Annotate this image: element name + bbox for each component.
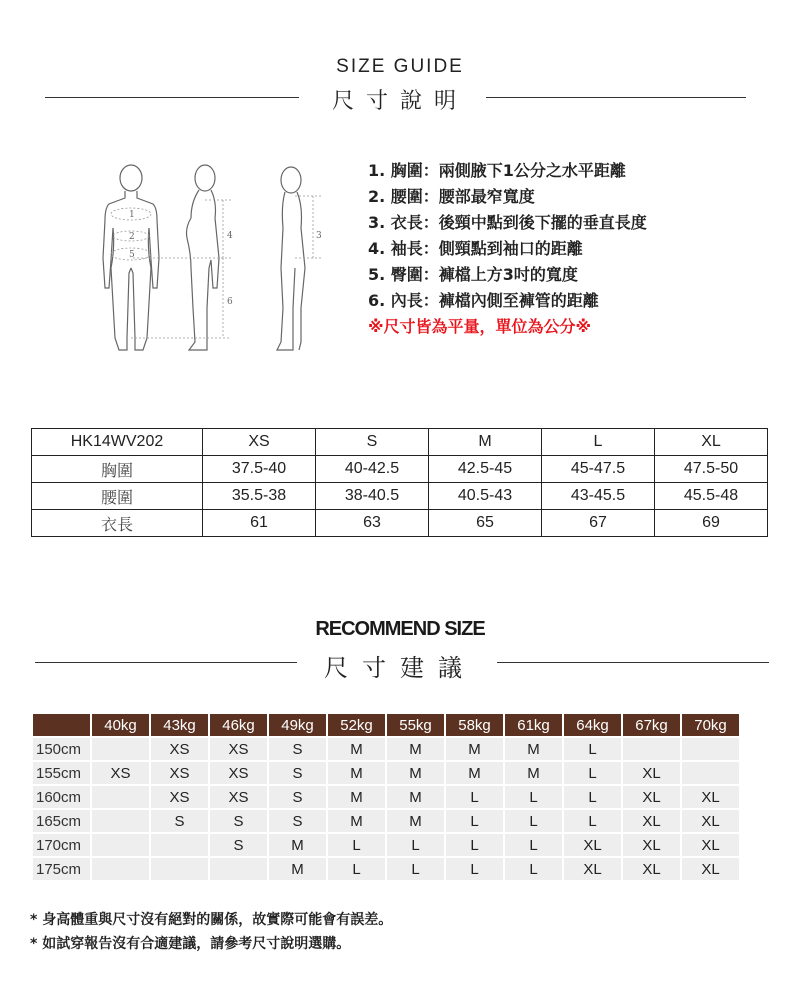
figure-label-2: 2: [129, 232, 135, 242]
table-cell: 69: [655, 510, 768, 537]
size-cell: L: [446, 810, 503, 832]
weight-header: 67kg: [623, 714, 680, 736]
size-guide-subtitle: 尺寸說明: [331, 89, 468, 114]
table-row: [33, 810, 739, 832]
side-figure-illustration: [187, 165, 220, 350]
table-row: [33, 786, 739, 808]
row-label: 腰圍: [32, 483, 203, 510]
row-label: 衣長: [32, 510, 203, 537]
size-col-xl: XL: [655, 429, 768, 456]
size-cell: M: [328, 738, 385, 760]
size-cell: [151, 834, 208, 856]
size-cell: L: [505, 834, 562, 856]
size-cell: L: [564, 762, 621, 784]
instruction-hip: 5. 臀圍：褲檔上方3吋的寬度: [368, 265, 578, 284]
size-cell: XS: [92, 762, 149, 784]
height-label: 150cm: [33, 738, 90, 760]
size-cell: M: [269, 834, 326, 856]
table-cell: 67: [542, 510, 655, 537]
size-cell: XS: [151, 738, 208, 760]
weight-header: 52kg: [328, 714, 385, 736]
size-cell: L: [328, 858, 385, 880]
size-cell: L: [505, 810, 562, 832]
size-cell: XL: [682, 786, 739, 808]
measurement-instructions: [368, 158, 647, 340]
back-figure-illustration: [277, 167, 305, 350]
size-cell: M: [328, 810, 385, 832]
recommend-size-subtitle: 尺寸建議: [324, 654, 476, 682]
weight-header: 46kg: [210, 714, 267, 736]
size-cell: XL: [682, 834, 739, 856]
size-cell: [682, 762, 739, 784]
weight-header: 40kg: [92, 714, 149, 736]
table-row: [33, 834, 739, 856]
weight-header: 58kg: [446, 714, 503, 736]
size-cell: XS: [151, 786, 208, 808]
table-cell: 61: [203, 510, 316, 537]
size-cell: L: [446, 858, 503, 880]
table-row: [33, 858, 739, 880]
size-col-m: M: [429, 429, 542, 456]
size-cell: XL: [564, 858, 621, 880]
figure-label-6: 6: [227, 297, 233, 307]
size-cell: S: [210, 834, 267, 856]
size-cell: XL: [623, 858, 680, 880]
size-cell: S: [210, 810, 267, 832]
size-cell: XS: [151, 762, 208, 784]
size-table-header: [32, 429, 768, 456]
table-cell: 42.5-45: [429, 456, 542, 483]
table-cell: 63: [316, 510, 429, 537]
weight-header: 55kg: [387, 714, 444, 736]
table-row: [33, 738, 739, 760]
size-cell: M: [505, 762, 562, 784]
recommend-size-title: RECOMMEND SIZE: [315, 618, 485, 640]
size-cell: L: [387, 858, 444, 880]
footnotes: [30, 908, 392, 956]
divider-right: [497, 662, 769, 663]
size-cell: [92, 858, 149, 880]
size-cell: XS: [210, 762, 267, 784]
size-cell: [92, 786, 149, 808]
size-cell: XL: [623, 834, 680, 856]
table-cell: 37.5-40: [203, 456, 316, 483]
size-cell: [92, 810, 149, 832]
body-measurement-diagram: [95, 158, 345, 358]
size-cell: [682, 738, 739, 760]
size-col-s: S: [316, 429, 429, 456]
size-cell: M: [446, 738, 503, 760]
size-cell: L: [505, 858, 562, 880]
size-cell: S: [151, 810, 208, 832]
height-label: 165cm: [33, 810, 90, 832]
figure-label-3: 3: [316, 231, 322, 241]
instruction-sleeve: 4. 袖長：側頸點到袖口的距離: [368, 239, 583, 258]
size-cell: XS: [210, 786, 267, 808]
weight-header: 61kg: [505, 714, 562, 736]
size-cell: M: [387, 786, 444, 808]
size-guide-title: SIZE GUIDE: [336, 56, 464, 77]
size-cell: S: [269, 762, 326, 784]
size-cell: L: [505, 786, 562, 808]
header-corner: [33, 714, 90, 736]
size-cell: M: [446, 762, 503, 784]
size-cell: L: [446, 786, 503, 808]
product-code: HK14WV202: [32, 429, 203, 456]
size-cell: S: [269, 810, 326, 832]
size-cell: L: [387, 834, 444, 856]
table-cell: 45-47.5: [542, 456, 655, 483]
size-cell: M: [328, 762, 385, 784]
figure-label-1: 1: [129, 210, 135, 220]
size-col-l: L: [542, 429, 655, 456]
instruction-inseam: 6. 內長：褲檔內側至褲管的距離: [368, 291, 599, 310]
size-cell: M: [387, 810, 444, 832]
size-cell: XL: [623, 762, 680, 784]
size-cell: M: [387, 762, 444, 784]
size-col-xs: XS: [203, 429, 316, 456]
table-row: [32, 510, 768, 537]
size-cell: [623, 738, 680, 760]
table-row: [32, 483, 768, 510]
table-cell: 35.5-38: [203, 483, 316, 510]
height-label: 175cm: [33, 858, 90, 880]
weight-header-row: [33, 714, 739, 736]
size-cell: M: [269, 858, 326, 880]
size-cell: XL: [623, 810, 680, 832]
instruction-length: 3. 衣長：後頸中點到後下擺的垂直長度: [368, 213, 647, 232]
weight-header: 70kg: [682, 714, 739, 736]
size-cell: XL: [682, 858, 739, 880]
instruction-waist: 2. 腰圍：腰部最窄寬度: [368, 187, 535, 206]
table-cell: 45.5-48: [655, 483, 768, 510]
weight-header: 49kg: [269, 714, 326, 736]
size-cell: XL: [682, 810, 739, 832]
height-label: 155cm: [33, 762, 90, 784]
size-cell: M: [387, 738, 444, 760]
size-cell: [151, 858, 208, 880]
figure-label-4: 4: [227, 231, 233, 241]
size-table: [31, 428, 768, 537]
size-cell: L: [564, 738, 621, 760]
size-cell: L: [328, 834, 385, 856]
figure-label-5: 5: [129, 250, 135, 260]
table-cell: 65: [429, 510, 542, 537]
size-cell: L: [446, 834, 503, 856]
size-cell: S: [269, 738, 326, 760]
footnote-disclaimer: * 身高體重與尺寸沒有絕對的關係，故實際可能會有誤差。: [30, 912, 393, 928]
size-cell: L: [564, 786, 621, 808]
size-cell: XS: [210, 738, 267, 760]
footnote-reference: * 如試穿報告沒有合適建議，請參考尺寸說明選購。: [30, 936, 351, 952]
size-cell: XL: [623, 786, 680, 808]
table-cell: 47.5-50: [655, 456, 768, 483]
table-row: [33, 762, 739, 784]
size-cell: M: [328, 786, 385, 808]
row-label: 胸圍: [32, 456, 203, 483]
weight-header: 43kg: [151, 714, 208, 736]
size-cell: [92, 834, 149, 856]
size-cell: M: [505, 738, 562, 760]
instruction-chest: 1. 胸圍：兩側腋下1公分之水平距離: [368, 161, 626, 180]
table-cell: 43-45.5: [542, 483, 655, 510]
weight-header: 64kg: [564, 714, 621, 736]
table-cell: 38-40.5: [316, 483, 429, 510]
unit-note: ※尺寸皆為平量，單位為公分※: [368, 317, 592, 336]
size-cell: L: [564, 810, 621, 832]
height-label: 160cm: [33, 786, 90, 808]
divider-right: [486, 97, 746, 98]
table-row: [32, 456, 768, 483]
size-cell: [92, 738, 149, 760]
recommend-size-table: [31, 712, 741, 882]
size-cell: XL: [564, 834, 621, 856]
size-cell: [210, 858, 267, 880]
table-cell: 40-42.5: [316, 456, 429, 483]
size-cell: S: [269, 786, 326, 808]
table-cell: 40.5-43: [429, 483, 542, 510]
height-label: 170cm: [33, 834, 90, 856]
